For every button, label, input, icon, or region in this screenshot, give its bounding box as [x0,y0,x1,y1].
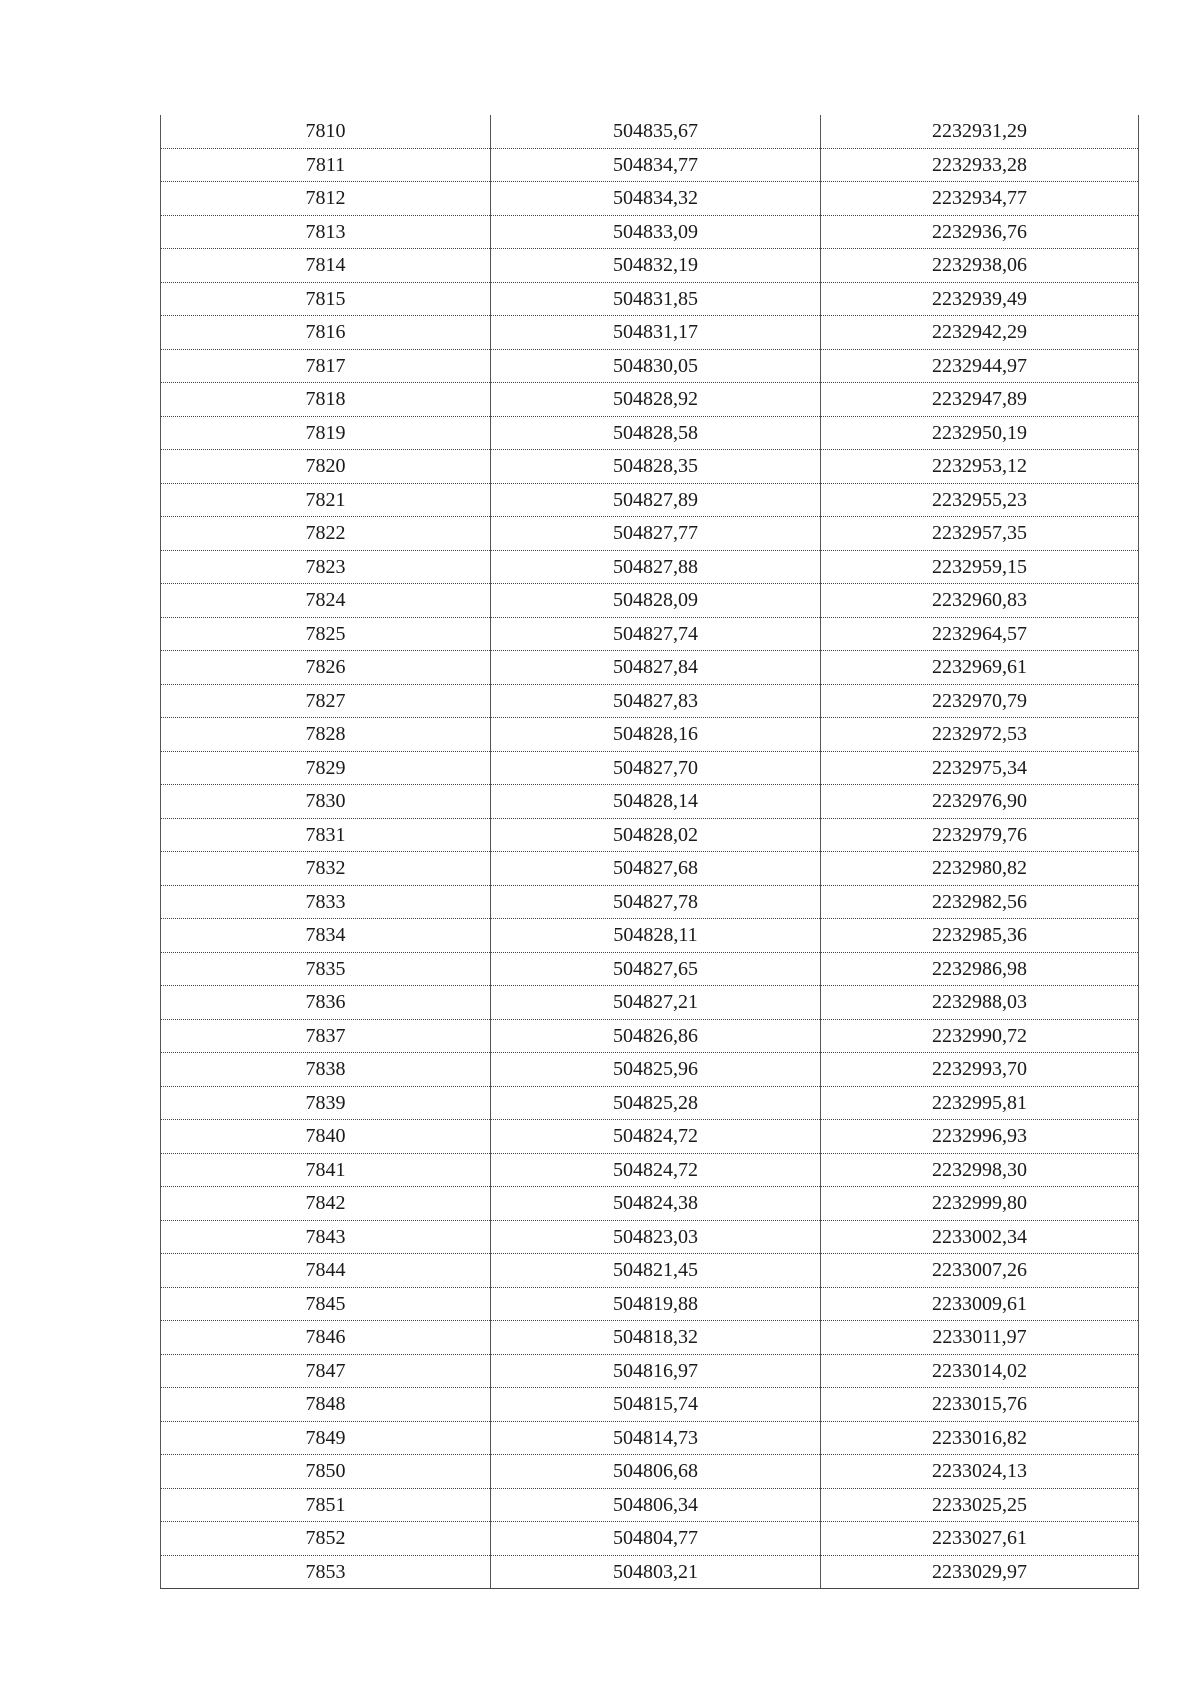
point-number-cell: 7836 [161,986,491,1020]
y-coordinate-cell: 2232950,19 [821,416,1139,450]
y-coordinate-cell: 2233029,97 [821,1555,1139,1589]
point-number-cell: 7821 [161,483,491,517]
y-coordinate-cell: 2233009,61 [821,1287,1139,1321]
x-coordinate-cell: 504804,77 [491,1522,821,1556]
y-coordinate-cell: 2232944,97 [821,349,1139,383]
y-coordinate-cell: 2232986,98 [821,952,1139,986]
x-coordinate-cell: 504828,92 [491,383,821,417]
table-row [161,182,1139,216]
point-number-cell: 7831 [161,818,491,852]
point-number-cell: 7835 [161,952,491,986]
x-coordinate-cell: 504815,74 [491,1388,821,1422]
y-coordinate-cell: 2232990,72 [821,1019,1139,1053]
table-row [161,986,1139,1020]
y-coordinate-cell: 2232995,81 [821,1086,1139,1120]
y-coordinate-cell: 2233024,13 [821,1455,1139,1489]
x-coordinate-cell: 504827,84 [491,651,821,685]
x-coordinate-cell: 504827,77 [491,517,821,551]
x-coordinate-cell: 504828,35 [491,450,821,484]
y-coordinate-cell: 2232998,30 [821,1153,1139,1187]
x-coordinate-cell: 504824,72 [491,1153,821,1187]
point-number-cell: 7830 [161,785,491,819]
point-number-cell: 7829 [161,751,491,785]
point-number-cell: 7847 [161,1354,491,1388]
point-number-cell: 7832 [161,852,491,886]
point-number-cell: 7850 [161,1455,491,1489]
y-coordinate-cell: 2232980,82 [821,852,1139,886]
x-coordinate-cell: 504816,97 [491,1354,821,1388]
table-row [161,316,1139,350]
point-number-cell: 7813 [161,215,491,249]
table-row [161,1019,1139,1053]
table-row [161,1120,1139,1154]
y-coordinate-cell: 2232996,93 [821,1120,1139,1154]
x-coordinate-cell: 504828,11 [491,919,821,953]
x-coordinate-cell: 504828,14 [491,785,821,819]
point-number-cell: 7834 [161,919,491,953]
x-coordinate-cell: 504827,74 [491,617,821,651]
y-coordinate-cell: 2232936,76 [821,215,1139,249]
x-coordinate-cell: 504825,96 [491,1053,821,1087]
point-number-cell: 7815 [161,282,491,316]
y-coordinate-cell: 2232955,23 [821,483,1139,517]
table-row [161,1321,1139,1355]
point-number-cell: 7822 [161,517,491,551]
x-coordinate-cell: 504827,89 [491,483,821,517]
point-number-cell: 7828 [161,718,491,752]
x-coordinate-cell: 504826,86 [491,1019,821,1053]
x-coordinate-cell: 504824,72 [491,1120,821,1154]
y-coordinate-cell: 2232988,03 [821,986,1139,1020]
point-number-cell: 7841 [161,1153,491,1187]
table-row [161,818,1139,852]
point-number-cell: 7840 [161,1120,491,1154]
point-number-cell: 7826 [161,651,491,685]
x-coordinate-cell: 504821,45 [491,1254,821,1288]
x-coordinate-cell: 504827,70 [491,751,821,785]
x-coordinate-cell: 504832,19 [491,249,821,283]
table-row [161,1086,1139,1120]
x-coordinate-cell: 504824,38 [491,1187,821,1221]
y-coordinate-cell: 2232970,79 [821,684,1139,718]
y-coordinate-cell: 2232979,76 [821,818,1139,852]
point-number-cell: 7814 [161,249,491,283]
table-row [161,1053,1139,1087]
y-coordinate-cell: 2232938,06 [821,249,1139,283]
table-row [161,550,1139,584]
x-coordinate-cell: 504835,67 [491,115,821,148]
table-row [161,249,1139,283]
point-number-cell: 7820 [161,450,491,484]
table-row [161,952,1139,986]
x-coordinate-cell: 504827,88 [491,550,821,584]
table-row [161,852,1139,886]
x-coordinate-cell: 504828,58 [491,416,821,450]
x-coordinate-cell: 504806,34 [491,1488,821,1522]
y-coordinate-cell: 2233002,34 [821,1220,1139,1254]
y-coordinate-cell: 2233016,82 [821,1421,1139,1455]
y-coordinate-cell: 2232960,83 [821,584,1139,618]
x-coordinate-cell: 504828,16 [491,718,821,752]
x-coordinate-cell: 504806,68 [491,1455,821,1489]
coordinates-table [160,115,1139,1589]
point-number-cell: 7845 [161,1287,491,1321]
x-coordinate-cell: 504827,68 [491,852,821,886]
point-number-cell: 7819 [161,416,491,450]
point-number-cell: 7837 [161,1019,491,1053]
x-coordinate-cell: 504828,02 [491,818,821,852]
y-coordinate-cell: 2232939,49 [821,282,1139,316]
point-number-cell: 7816 [161,316,491,350]
x-coordinate-cell: 504828,09 [491,584,821,618]
table-row [161,416,1139,450]
point-number-cell: 7833 [161,885,491,919]
point-number-cell: 7852 [161,1522,491,1556]
x-coordinate-cell: 504827,83 [491,684,821,718]
x-coordinate-cell: 504823,03 [491,1220,821,1254]
y-coordinate-cell: 2232999,80 [821,1187,1139,1221]
table-row [161,785,1139,819]
y-coordinate-cell: 2232985,36 [821,919,1139,953]
table-row [161,1555,1139,1589]
table-row [161,282,1139,316]
table-row [161,148,1139,182]
y-coordinate-cell: 2232942,29 [821,316,1139,350]
point-number-cell: 7827 [161,684,491,718]
point-number-cell: 7846 [161,1321,491,1355]
y-coordinate-cell: 2232947,89 [821,383,1139,417]
x-coordinate-cell: 504830,05 [491,349,821,383]
point-number-cell: 7839 [161,1086,491,1120]
table-row [161,751,1139,785]
table-row [161,215,1139,249]
y-coordinate-cell: 2233027,61 [821,1522,1139,1556]
point-number-cell: 7811 [161,148,491,182]
table-row [161,617,1139,651]
table-row [161,1153,1139,1187]
table-row [161,919,1139,953]
y-coordinate-cell: 2233014,02 [821,1354,1139,1388]
y-coordinate-cell: 2232933,28 [821,148,1139,182]
x-coordinate-cell: 504834,32 [491,182,821,216]
table-row [161,651,1139,685]
table-row [161,115,1139,148]
x-coordinate-cell: 504819,88 [491,1287,821,1321]
y-coordinate-cell: 2232982,56 [821,885,1139,919]
point-number-cell: 7812 [161,182,491,216]
point-number-cell: 7851 [161,1488,491,1522]
point-number-cell: 7843 [161,1220,491,1254]
y-coordinate-cell: 2233025,25 [821,1488,1139,1522]
x-coordinate-cell: 504827,21 [491,986,821,1020]
table-row [161,1522,1139,1556]
y-coordinate-cell: 2232969,61 [821,651,1139,685]
y-coordinate-cell: 2232957,35 [821,517,1139,551]
point-number-cell: 7853 [161,1555,491,1589]
y-coordinate-cell: 2232972,53 [821,718,1139,752]
y-coordinate-cell: 2233011,97 [821,1321,1139,1355]
coordinates-table-body [161,115,1139,1589]
point-number-cell: 7849 [161,1421,491,1455]
table-row [161,349,1139,383]
y-coordinate-cell: 2232931,29 [821,115,1139,148]
point-number-cell: 7810 [161,115,491,148]
x-coordinate-cell: 504834,77 [491,148,821,182]
table-row [161,517,1139,551]
x-coordinate-cell: 504827,65 [491,952,821,986]
table-row [161,885,1139,919]
x-coordinate-cell: 504827,78 [491,885,821,919]
x-coordinate-cell: 504831,85 [491,282,821,316]
table-row [161,584,1139,618]
table-row [161,1254,1139,1288]
table-row [161,383,1139,417]
y-coordinate-cell: 2232964,57 [821,617,1139,651]
y-coordinate-cell: 2232934,77 [821,182,1139,216]
point-number-cell: 7842 [161,1187,491,1221]
table-row [161,1455,1139,1489]
y-coordinate-cell: 2232976,90 [821,785,1139,819]
table-row [161,1488,1139,1522]
table-row [161,1388,1139,1422]
x-coordinate-cell: 504831,17 [491,316,821,350]
y-coordinate-cell: 2232953,12 [821,450,1139,484]
x-coordinate-cell: 504818,32 [491,1321,821,1355]
table-row [161,450,1139,484]
x-coordinate-cell: 504833,09 [491,215,821,249]
x-coordinate-cell: 504814,73 [491,1421,821,1455]
point-number-cell: 7817 [161,349,491,383]
point-number-cell: 7823 [161,550,491,584]
y-coordinate-cell: 2232975,34 [821,751,1139,785]
x-coordinate-cell: 504803,21 [491,1555,821,1589]
table-row [161,1187,1139,1221]
point-number-cell: 7824 [161,584,491,618]
x-coordinate-cell: 504825,28 [491,1086,821,1120]
table-row [161,483,1139,517]
point-number-cell: 7848 [161,1388,491,1422]
y-coordinate-cell: 2232993,70 [821,1053,1139,1087]
point-number-cell: 7844 [161,1254,491,1288]
y-coordinate-cell: 2233015,76 [821,1388,1139,1422]
table-row [161,684,1139,718]
point-number-cell: 7825 [161,617,491,651]
table-row [161,1421,1139,1455]
table-row [161,718,1139,752]
table-row [161,1287,1139,1321]
point-number-cell: 7838 [161,1053,491,1087]
y-coordinate-cell: 2232959,15 [821,550,1139,584]
table-row [161,1220,1139,1254]
point-number-cell: 7818 [161,383,491,417]
y-coordinate-cell: 2233007,26 [821,1254,1139,1288]
table-row [161,1354,1139,1388]
